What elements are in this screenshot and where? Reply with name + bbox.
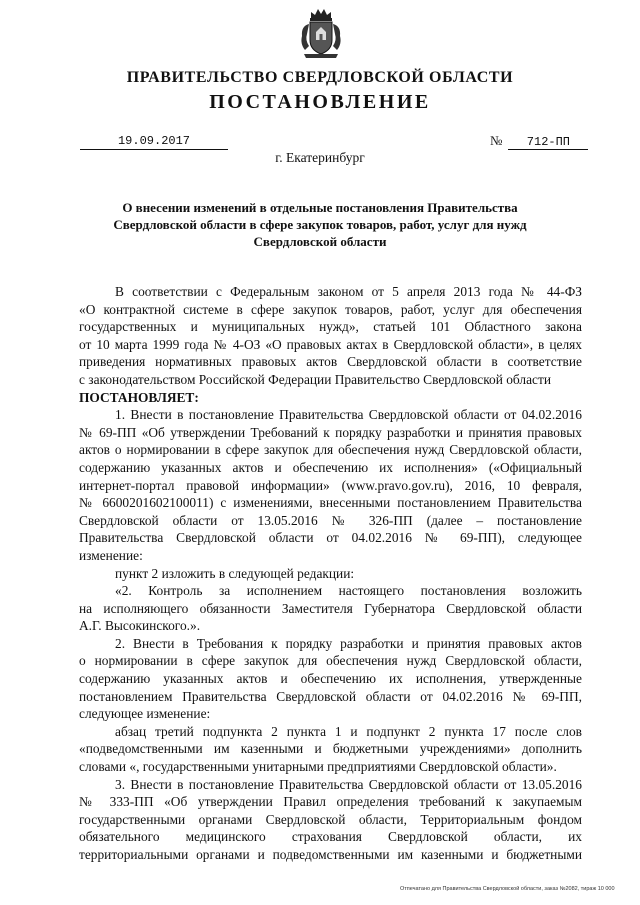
text-line: изменение: [79,547,143,563]
print-note: Отпечатано для Правительства Свердловской области, заказ №2082, тираж 10 000 [400,886,615,892]
heading-line: О внесении изменений в отдельные постановления Правительства [122,200,518,215]
text-line: абзац третий подпункта 2 пункта 1 и подпункт 2 пункта 17 после слов [115,723,582,739]
text-line: территориальными органами и подведомственными им казенными и бюджетными [79,847,582,862]
text-line: о нормировании в сфере закупок для обеспечения нужд Свердловской области, [79,653,582,669]
document-type: ПОСТАНОВЛЕНИЕ [209,91,431,113]
text-line: «О контрактной системе в сфере закупок товаров, работ, услуг для обеспечения [79,301,582,317]
text-line: актов о нормировании в сфере закупок для обеспечения нужд Свердловской области, [79,442,582,458]
text-line: от 10 марта 1999 года № 4-ОЗ «О правовых актах в Свердловской области», в целях [79,336,582,352]
text-line: № 333-ПП «Об утверждении Правил определения требований к закупаемым [79,794,582,810]
city: г. Екатеринбург [275,150,365,165]
text-line: словами «, государственными унитарными предприятиями Свердловской области». [79,759,557,775]
sverdlovsk-coat-of-arms-icon [296,6,346,62]
text-line: следующее изменение: [79,706,211,722]
decree-word: ПОСТАНОВЛЯЕТ: [79,389,199,405]
text-line: № 69-ПП «Об утверждении Требований к порядку разработки и принятия правовых [79,424,582,440]
text-line: на исполняющего обязанности Заместителя Губернатора Свердловской области [79,600,582,616]
document-heading [60,199,580,250]
heading-line: Свердловской области [253,234,387,249]
heading-line: Свердловской области в сфере закупок товаров, работ, услуг для нужд [113,217,527,232]
text-line: Правительства Свердловской области от 04.02.2016 № 69-ПП), следующее [79,530,582,546]
text-line: пункт 2 изложить в следующей редакции: [115,565,355,581]
text-line: содержанию указанных актов и обеспечению их исполнения» («Официальный [79,459,582,475]
text-line: обязательного медицинского страхования Свердловской области, их [79,829,582,845]
text-line: № 6600201602100011) с изменениями, внесенными постановлением Правительства [79,495,582,511]
text-line: государственных и муниципальных нужд», статьей 101 Областного закона [79,319,582,335]
text-line: «2. Контроль за исполнением настоящего постановления возложить [115,583,582,599]
number-value: 712-ПП [508,135,588,150]
document-date: 19.09.2017 [80,134,228,150]
text-line: постановлением Правительства Свердловской области от 04.02.2016 № 69-ПП, [79,688,582,704]
number-label: № [490,133,503,148]
text-line: Свердловской области от 13.05.2016 № 326-ПП (далее – постановление [79,512,582,528]
text-line: А.Г. Высокинского.». [79,618,201,634]
government-name: ПРАВИТЕЛЬСТВО СВЕРДЛОВСКОЙ ОБЛАСТИ [126,69,514,86]
text-line: В соответствии с Федеральным законом от 5 апреля 2013 года № 44-ФЗ [115,284,582,299]
text-line: «подведомственными им казенными и бюджетными учреждениями» дополнить [79,741,582,757]
text-line: государственными органами Свердловской области, Территориальным фондом [79,811,582,827]
text-line: 2. Внести в Требования к порядку разработки и принятия правовых актов [115,635,582,651]
text-line: с законодательством Российской Федерации Правительство Свердловской области [79,371,551,387]
document-body [79,283,582,864]
text-line: 3. Внести в постановление Правительства Свердловской области от 13.05.2016 [115,776,582,792]
text-line: интернет-портал правовой информации» (www.pravo.gov.ru), 2016, 10 февраля, [79,477,582,493]
text-line: приведения нормативных правовых актов Свердловской области в соответствие [79,354,582,370]
text-line: содержанию указанных актов и обеспечению их исполнения, утвержденные [79,671,582,687]
document-number [490,133,588,150]
text-line: 1. Внести в постановление Правительства Свердловской области от 04.02.2016 [115,407,582,423]
